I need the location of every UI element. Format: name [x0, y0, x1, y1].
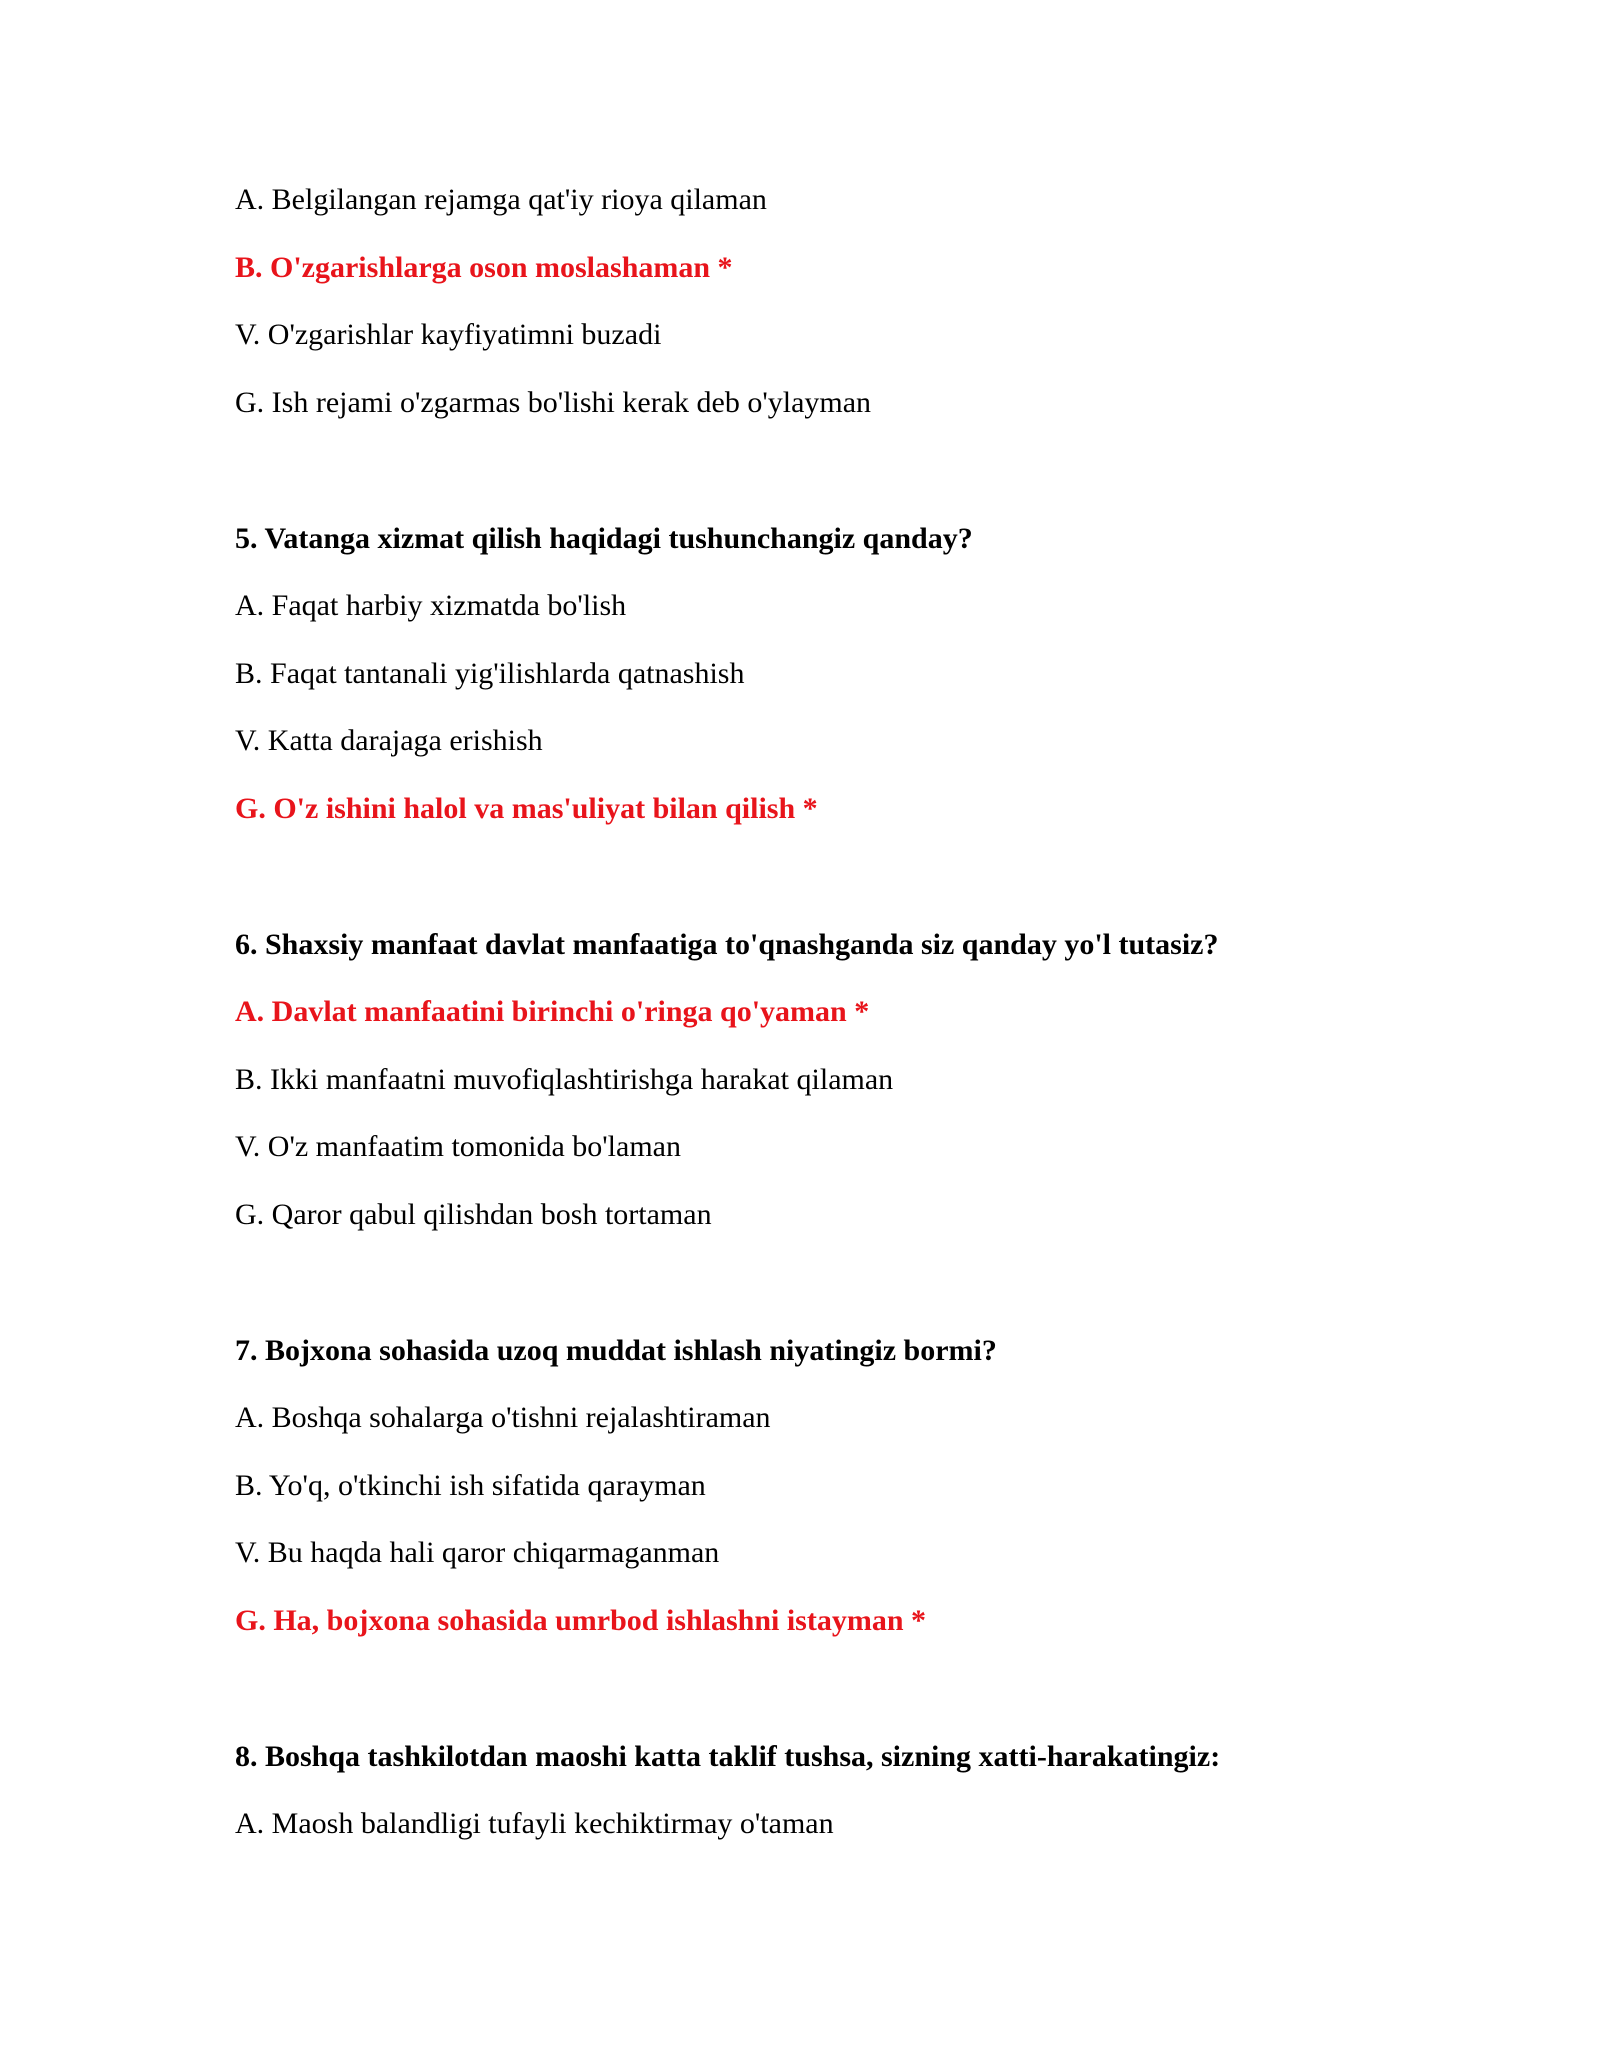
answer-option: B. Faqat tantanali yig'ilishlarda qatnashish [235, 656, 745, 690]
answer-option: A. Belgilangan rejamga qat'iy rioya qilaman [235, 183, 767, 216]
answer-option: A. Maosh balandligi tufayli kechiktirmay o'taman [235, 1807, 834, 1840]
answer-option: A. Boshqa sohalarga o'tishni rejalashtiraman [235, 1401, 771, 1434]
answer-option: G. Qaror qabul qilishdan bosh tortaman [235, 1197, 712, 1231]
question-heading: 8. Boshqa tashkilotdan maoshi katta taklif tushsa, sizning xatti-harakatingiz: [235, 1739, 1221, 1773]
answer-option: V. Katta darajaga erishish [235, 724, 543, 757]
document-page [235, 182, 1485, 1874]
answer-option-correct: A. Davlat manfaatini birinchi o'ringa qo'yaman * [235, 995, 870, 1028]
answer-option: V. O'zgarishlar kayfiyatimni buzadi [235, 318, 662, 351]
answer-option: V. O'z manfaatim tomonida bo'laman [235, 1130, 681, 1163]
answer-option: G. Ish rejami o'zgarmas bo'lishi kerak deb o'ylayman [235, 385, 872, 419]
answer-option: B. Ikki manfaatni muvofiqlashtirishga harakat qilaman [235, 1062, 894, 1096]
question-heading: 7. Bojxona sohasida uzoq muddat ishlash niyatingiz bormi? [235, 1333, 997, 1367]
answer-option: A. Faqat harbiy xizmatda bo'lish [235, 589, 627, 622]
answer-option-correct: B. O'zgarishlarga oson moslashaman * [235, 250, 733, 284]
answer-option: V. Bu haqda hali qaror chiqarmaganman [235, 1536, 720, 1569]
answer-option-correct: G. O'z ishini halol va mas'uliyat bilan qilish * [235, 791, 818, 825]
question-heading: 5. Vatanga xizmat qilish haqidagi tushunchangiz qanday? [235, 521, 973, 555]
question-heading: 6. Shaxsiy manfaat davlat manfaatiga to'qnashganda siz qanday yo'l tutasiz? [235, 927, 1219, 961]
answer-option-correct: G. Ha, bojxona sohasida umrbod ishlashni istayman * [235, 1603, 927, 1637]
answer-option: B. Yo'q, o'tkinchi ish sifatida qarayman [235, 1468, 706, 1502]
